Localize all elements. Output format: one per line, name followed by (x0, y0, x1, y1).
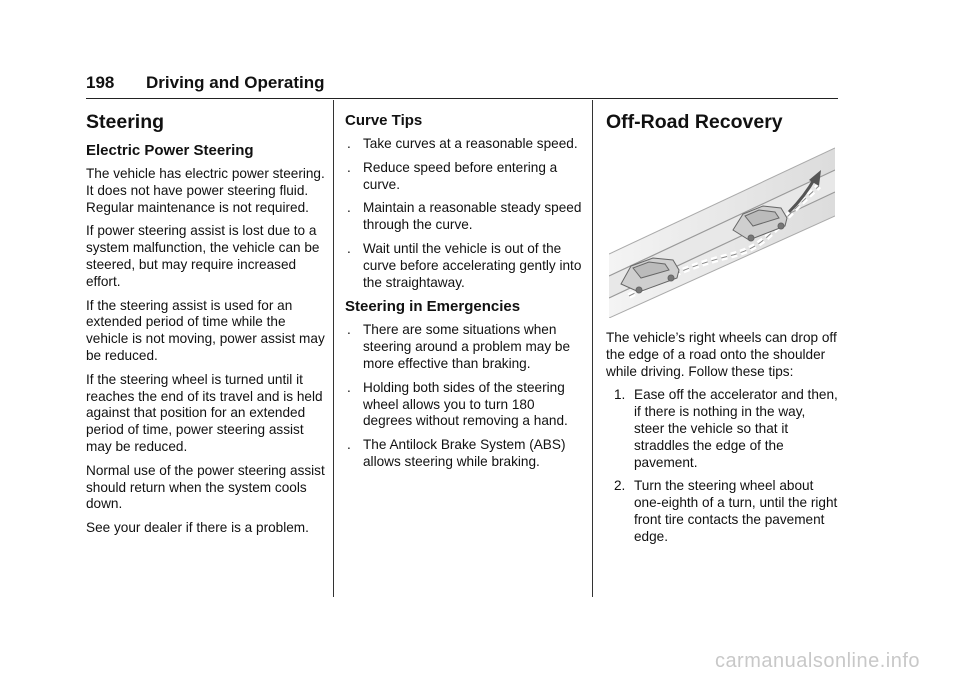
bullet-text: Wait until the vehicle is out of the curve before accelerating gently into the straightaway. (363, 240, 582, 290)
list-item (606, 478, 838, 545)
steering-in-emergencies-heading: Steering in Emergencies (345, 298, 521, 316)
off-road-recovery-illustration (609, 146, 835, 318)
steering-heading: Steering (86, 111, 165, 133)
column-off-road-recovery (606, 108, 838, 553)
bullet-marker: . (347, 200, 351, 216)
list-item (345, 241, 585, 291)
bullet-text: Maintain a reasonable steady speed through the curve. (363, 200, 582, 233)
bullet-marker: . (347, 240, 351, 256)
page-number: 198 (86, 73, 115, 92)
bullet-text: The Antilock Brake System (ABS) allows steering while braking. (363, 437, 566, 469)
list-item (345, 200, 585, 234)
section-title: Driving and Operating (146, 73, 325, 92)
list-item (345, 160, 585, 194)
column-steering (86, 108, 326, 544)
paragraph: If the steering assist is used for an extended period of time while the vehicle is not moving, power assist may be reduced. (86, 297, 325, 363)
intro-paragraph: The vehicle’s right wheels can drop off the edge of a road onto the shoulder while driving. Follow these tips: (606, 330, 837, 379)
paragraph: If power steering assist is lost due to a system malfunction, the vehicle can be steered, but may require increased effort. (86, 223, 320, 289)
watermark: carmanualsonline.info (714, 650, 920, 672)
list-item (606, 387, 838, 471)
column-divider (592, 100, 593, 597)
bullet-marker: . (347, 322, 351, 338)
list-item (345, 322, 585, 372)
step-text: Ease off the accelerator and then, if there is nothing in the way, steer the vehicle so that it straddles the edge of the pavement. (634, 387, 838, 470)
bullet-marker: . (347, 379, 351, 395)
list-item (345, 380, 585, 430)
paragraph: Normal use of the power steering assist should return when the system cools down. (86, 462, 325, 512)
bullet-text: Holding both sides of the steering wheel allows you to turn 180 degrees without removing a hand. (363, 379, 568, 429)
step-number: 2. (614, 478, 626, 494)
list-item (345, 136, 585, 153)
bullet-text: There are some situations when steering around a problem may be more effective than braking. (363, 322, 571, 371)
off-road-recovery-heading: Off-Road Recovery (606, 111, 783, 133)
list-item (345, 437, 585, 471)
paragraph: If the steering wheel is turned until it reaches the end of its travel and is held against that position for an extended period of time, power steering assist may be reduced. (86, 371, 323, 454)
bullet-marker: . (347, 136, 351, 151)
curve-tips-heading: Curve Tips (345, 112, 423, 129)
column-divider (333, 100, 334, 597)
electric-power-steering-heading: Electric Power Steering (86, 142, 254, 159)
step-number: 1. (614, 387, 626, 403)
paragraph: The vehicle has electric power steering. It does not have power steering fluid. Regular maintenance is not required. (86, 166, 325, 215)
step-text: Turn the steering wheel about one-eighth of a turn, until the right front tire contacts the pavement edge. (634, 478, 838, 544)
bullet-text: Reduce speed before entering a curve. (363, 159, 558, 192)
page-header (86, 70, 838, 99)
bullet-marker: . (347, 159, 351, 175)
paragraph: See your dealer if there is a problem. (86, 520, 309, 536)
bullet-marker: . (347, 437, 351, 453)
bullet-text: Take curves at a reasonable speed. (363, 136, 578, 151)
column-tips (345, 108, 585, 478)
